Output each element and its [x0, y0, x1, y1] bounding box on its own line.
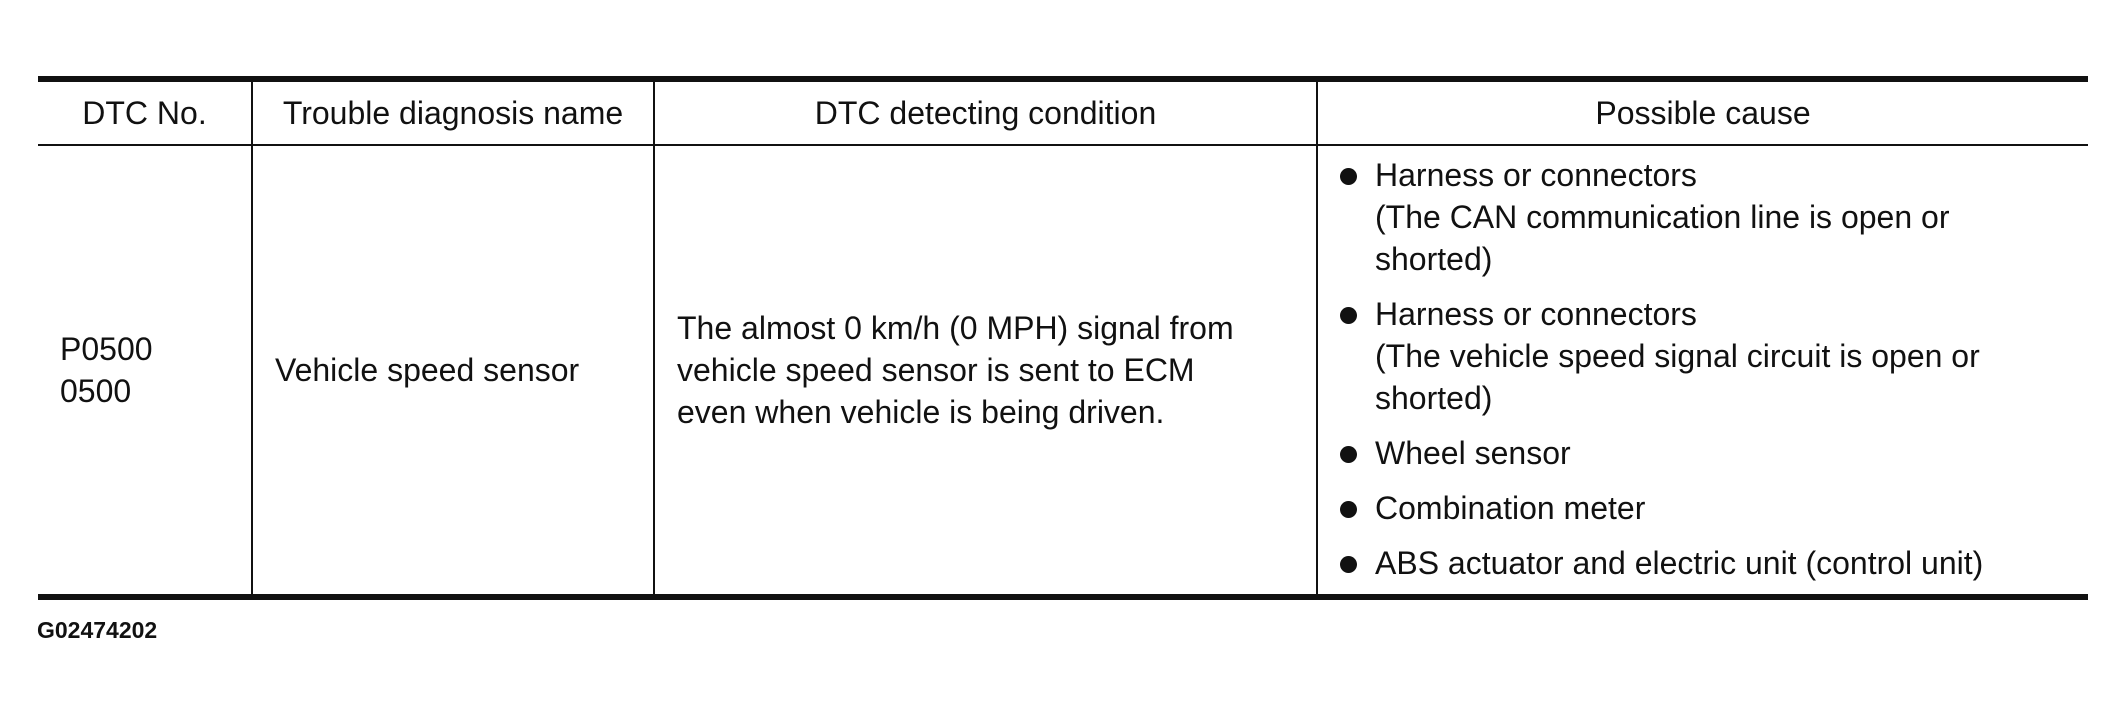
bullet-icon	[1340, 307, 1357, 324]
dtc-table	[38, 76, 2088, 600]
bullet-icon	[1340, 501, 1357, 518]
cause-line: (The CAN communication line is open or	[1375, 199, 1950, 235]
dtc-code: 0500	[60, 373, 132, 409]
bullet-icon	[1340, 168, 1357, 185]
possible-cause-cell	[1317, 145, 2088, 597]
table-header-row	[38, 79, 2088, 145]
cause-line: shorted)	[1375, 241, 1493, 277]
condition-line: even when vehicle is being driven.	[677, 394, 1165, 430]
list-item	[1340, 154, 2088, 280]
detecting-condition-cell	[654, 145, 1317, 597]
list-item	[1340, 432, 2088, 474]
possible-cause-list	[1340, 154, 2088, 584]
header-dtc-no: DTC No.	[38, 79, 252, 145]
header-trouble-diagnosis-name: Trouble diagnosis name	[252, 79, 654, 145]
bullet-icon	[1340, 446, 1357, 463]
trouble-diagnosis-name: Vehicle speed sensor	[275, 352, 580, 388]
cause-line: Harness or connectors	[1375, 157, 1697, 193]
list-item	[1340, 487, 2088, 529]
condition-line: The almost 0 km/h (0 MPH) signal from	[677, 310, 1234, 346]
cause-line: (The vehicle speed signal circuit is open or	[1375, 338, 1980, 374]
trouble-diagnosis-name-cell	[252, 145, 654, 597]
list-item	[1340, 542, 2088, 584]
header-dtc-detecting-condition: DTC detecting condition	[654, 79, 1317, 145]
condition-line: vehicle speed sensor is sent to ECM	[677, 352, 1195, 388]
header-possible-cause: Possible cause	[1317, 79, 2088, 145]
table-row	[38, 145, 2088, 597]
dtc-number-cell	[38, 145, 252, 597]
bullet-icon	[1340, 556, 1357, 573]
cause-line: Harness or connectors	[1375, 296, 1697, 332]
list-item	[1340, 293, 2088, 419]
dtc-code: P0500	[60, 331, 153, 367]
cause-line: Wheel sensor	[1375, 435, 1571, 471]
cause-line: ABS actuator and electric unit (control unit)	[1375, 545, 1984, 581]
cause-line: Combination meter	[1375, 490, 1646, 526]
figure-code: G02474202	[37, 617, 158, 643]
cause-line: shorted)	[1375, 380, 1493, 416]
